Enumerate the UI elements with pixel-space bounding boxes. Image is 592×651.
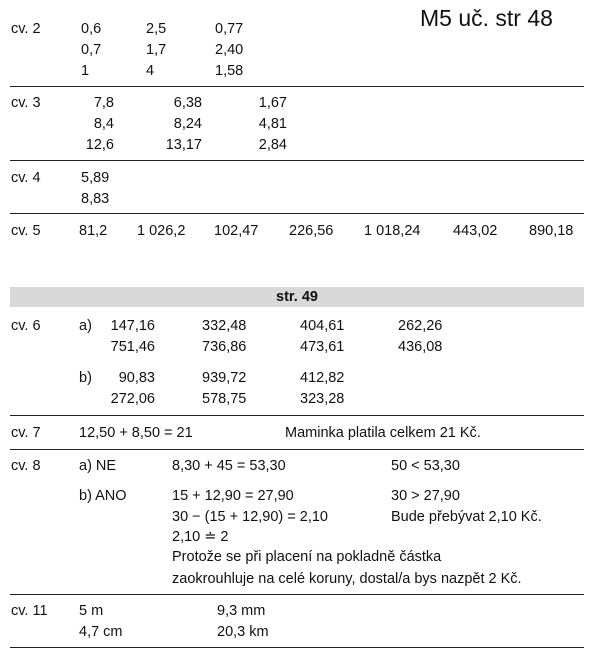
cv3-value: 1,67 [258, 95, 287, 111]
cv6-value: 90,83 [118, 370, 155, 386]
cv3-value: 13,17 [165, 137, 202, 153]
cv7-label: cv. 7 [11, 425, 41, 441]
cv5-value: 1 026,2 [137, 223, 186, 239]
cv8-mark: b) ANO [79, 488, 127, 504]
cv6-value: 404,61 [300, 318, 345, 334]
cv3-value: 7,8 [93, 95, 114, 111]
cv6-value: 332,48 [202, 318, 247, 334]
cv8-note: Protože se při placení na pokladně částka [172, 549, 442, 565]
cv6-value: 751,46 [110, 339, 155, 355]
cv5-value: 1 018,24 [364, 223, 421, 239]
cv11-value: 4,7 cm [79, 624, 123, 640]
cv8-comparison: 50 < 53,30 [391, 458, 460, 474]
cv8-calculation: 2,10 ≐ 2 [172, 529, 229, 545]
cv2-value: 1,7 [146, 42, 167, 58]
cv2-label: cv. 2 [11, 21, 41, 37]
cv8-mark: a) NE [79, 458, 117, 474]
cv8-label: cv. 8 [11, 458, 41, 474]
cv6-value: 412,82 [300, 370, 345, 386]
cv6-mark: b) [79, 370, 92, 386]
cv2-value: 0,77 [215, 21, 244, 37]
cv6-value: 323,28 [300, 391, 345, 407]
page-heading: M5 uč. str 48 [420, 5, 553, 31]
cv6-value: 736,86 [202, 339, 247, 355]
divider [10, 415, 584, 416]
cv6-mark: a) [79, 318, 92, 334]
cv3-value: 8,24 [173, 116, 202, 132]
divider [10, 449, 584, 450]
cv8-comparison: Bude přebývat 2,10 Kč. [391, 509, 542, 525]
cv8-comparison: 30 > 27,90 [391, 488, 460, 504]
cv3-value: 2,84 [258, 137, 287, 153]
cv3-label: cv. 3 [11, 95, 41, 111]
cv5-value: 81,2 [79, 223, 108, 239]
cv2-value: 1,58 [215, 63, 244, 79]
cv11-label: cv. 11 [11, 603, 48, 619]
cv3-value: 6,38 [173, 95, 202, 111]
cv6-value: 272,06 [110, 391, 155, 407]
cv2-value: 2,5 [146, 21, 167, 37]
cv5-value: 443,02 [453, 223, 498, 239]
cv11-value: 20,3 km [217, 624, 269, 640]
cv5-value: 102,47 [214, 223, 259, 239]
cv7-expression: 12,50 + 8,50 = 21 [79, 425, 193, 441]
cv3-value: 12,6 [85, 137, 114, 153]
cv11-value: 5 m [79, 603, 104, 619]
cv6-value: 939,72 [202, 370, 247, 386]
cv8-calculation: 8,30 + 45 = 53,30 [172, 458, 286, 474]
divider [10, 160, 584, 161]
cv6-value: 262,26 [398, 318, 443, 334]
cv2-value: 1 [81, 63, 90, 79]
cv3-value: 4,81 [258, 116, 287, 132]
cv6-value: 578,75 [202, 391, 247, 407]
cv5-value: 226,56 [289, 223, 334, 239]
cv11-value: 9,3 mm [217, 603, 266, 619]
cv8-calculation: 30 − (15 + 12,90) = 2,10 [172, 509, 328, 525]
cv2-value: 0,7 [81, 42, 102, 58]
divider [10, 594, 584, 595]
cv4-label: cv. 4 [11, 170, 41, 186]
cv6-label: cv. 6 [11, 318, 41, 334]
cv5-value: 890,18 [529, 223, 574, 239]
divider [10, 647, 584, 648]
cv4-value: 5,89 [81, 170, 110, 186]
cv6-value: 473,61 [300, 339, 345, 355]
cv8-note: zaokrouhluje na celé koruny, dostal/a bys nazpět 2 Kč. [172, 571, 522, 587]
cv3-value: 8,4 [93, 116, 114, 132]
cv2-value: 4 [146, 63, 155, 79]
divider [10, 213, 584, 214]
cv6-value: 436,08 [398, 339, 443, 355]
divider [10, 86, 584, 87]
cv4-value: 8,83 [81, 191, 110, 207]
cv2-value: 2,40 [215, 42, 244, 58]
cv7-answer: Maminka platila celkem 21 Kč. [285, 425, 481, 441]
cv8-calculation: 15 + 12,90 = 27,90 [172, 488, 294, 504]
cv2-value: 0,6 [81, 21, 102, 37]
section-title: str. 49 [276, 289, 318, 305]
section-band [10, 287, 584, 307]
cv6-value: 147,16 [110, 318, 155, 334]
cv5-label: cv. 5 [11, 223, 41, 239]
